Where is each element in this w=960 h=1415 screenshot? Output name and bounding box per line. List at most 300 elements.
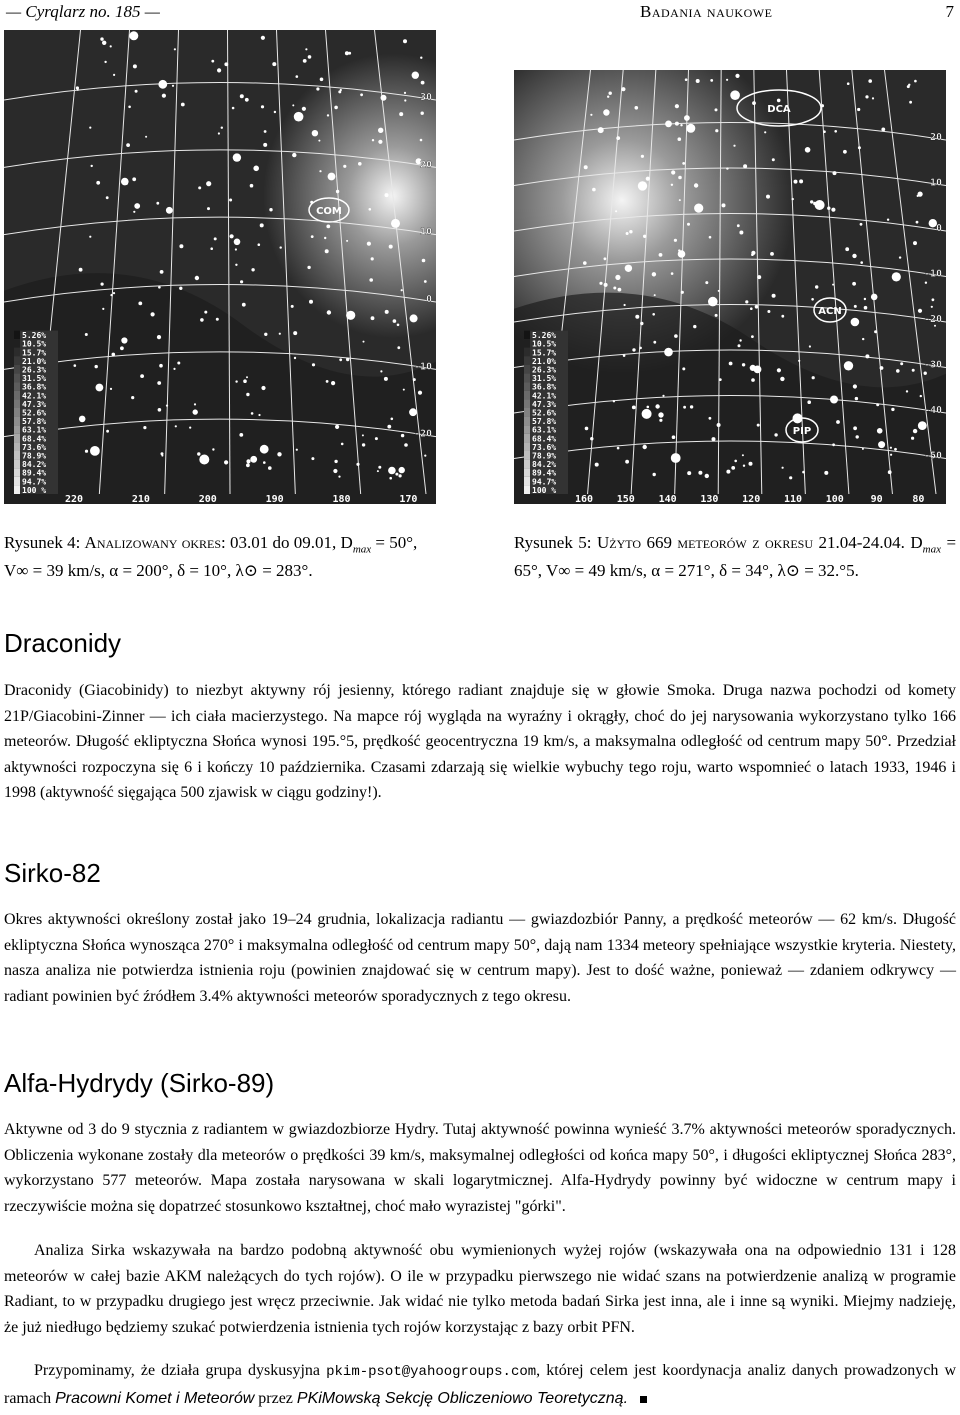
star-dot (789, 476, 792, 479)
star-dot (194, 403, 196, 405)
star-dot (333, 469, 337, 473)
legend-percent-label: 100 % (22, 485, 47, 495)
star-dot (385, 193, 389, 197)
star-dot (121, 337, 127, 343)
star-dot (675, 122, 679, 126)
star-dot (193, 409, 198, 414)
star-dot (326, 225, 330, 229)
declination-tick-label: -20 (413, 428, 432, 440)
legend-percent-label: 26.3% (22, 365, 47, 375)
star-dot (138, 302, 142, 306)
star-dot (89, 127, 91, 129)
star-dot (920, 395, 922, 397)
legend-percent-label: 73.6% (532, 442, 557, 452)
star-dot (327, 114, 329, 116)
star-dot (346, 311, 355, 320)
star-dot (672, 435, 676, 439)
star-dot (772, 158, 775, 161)
section-title-draconidy: Draconidy (4, 628, 122, 658)
star-dot (715, 108, 718, 111)
star-dot (389, 245, 393, 249)
star-dot (743, 164, 747, 168)
legend-percent-label: 57.8% (532, 417, 557, 427)
star-dot (698, 471, 702, 475)
star-dot (737, 224, 740, 227)
star-dot (749, 462, 753, 466)
shower-label: COM (316, 206, 342, 217)
star-dot (899, 256, 901, 258)
star-dot (751, 335, 754, 338)
star-dot (264, 130, 267, 133)
star-dot (269, 208, 272, 211)
star-dot (726, 470, 730, 474)
legend-percent-label: 42.1% (532, 391, 557, 401)
star-dot (316, 87, 319, 90)
legend-percent-label: 5.26% (22, 331, 47, 341)
star-dot (595, 463, 599, 467)
star-dot (730, 90, 740, 100)
star-dot (217, 68, 221, 72)
section-name: Badania naukowe (640, 2, 773, 21)
star-dot (643, 235, 646, 238)
declination-tick-label: 0 (935, 223, 942, 234)
legend-percent-label: 10.5% (532, 339, 557, 349)
star-dot (413, 378, 416, 381)
star-dot (106, 196, 109, 199)
star-dot (100, 37, 103, 40)
right-ascension-tick-label: 220 (64, 494, 84, 504)
legend-percent-label: 89.4% (532, 468, 557, 478)
star-dot (395, 473, 398, 476)
star-dot (302, 107, 306, 111)
star-dot (214, 237, 217, 240)
star-dot (305, 48, 307, 50)
star-dot (726, 79, 728, 81)
star-dot (389, 477, 392, 480)
star-dot (166, 405, 168, 407)
mailing-list-email: pkim-psot@yahoogroups.com (326, 1364, 537, 1380)
star-dot (343, 165, 346, 168)
star-dot (380, 370, 382, 372)
star-dot (876, 403, 879, 406)
star-dot (104, 61, 106, 63)
star-dot (110, 388, 112, 390)
closing-paragraph: Przypominamy, że działa grupa dyskusyjna pkim-psot@yahoogroups.com, której celem jest koordynacja analiz danych prowadzonych w ramach Pracowni Komet i Meteorów przez PKiMowską Sekcję Obliczeniowo Teoretyczną. (4, 1362, 957, 1407)
star-dot (292, 153, 296, 157)
star-dot (774, 433, 777, 436)
star-dot (615, 275, 620, 280)
star-dot (296, 449, 298, 451)
star-dot (792, 198, 794, 200)
star-dot (96, 181, 100, 185)
star-dot (85, 450, 88, 453)
star-dot (616, 136, 620, 140)
star-dot (671, 453, 681, 463)
star-dot (799, 179, 803, 183)
star-dot (371, 257, 374, 260)
star-dot (810, 200, 813, 203)
right-ascension-tick-label: 160 (574, 494, 594, 504)
star-dot (277, 452, 281, 456)
star-dot (671, 184, 673, 186)
star-dot (851, 318, 860, 327)
star-dot (609, 92, 612, 95)
star-dot (665, 121, 672, 128)
star-dot (250, 184, 254, 188)
declination-tick-label: 20 (419, 159, 432, 171)
star-dot (211, 60, 214, 63)
star-dot (292, 104, 294, 106)
star-dot (891, 408, 894, 411)
star-dot (135, 90, 138, 93)
star-dot (334, 106, 338, 110)
star-dot (679, 199, 681, 201)
star-dot (705, 281, 708, 284)
star-dot (250, 456, 257, 463)
star-dot (421, 81, 425, 85)
star-dot (206, 181, 211, 186)
star-dot (327, 310, 331, 314)
star-dot (671, 272, 674, 275)
star-dot (890, 447, 892, 449)
star-dot (831, 208, 835, 212)
star-dot (410, 314, 418, 322)
star-dot (847, 82, 850, 85)
star-dot (625, 265, 632, 272)
star-dot (399, 467, 405, 473)
star-dot (260, 223, 264, 227)
star-dot (129, 31, 138, 40)
star-dot (896, 369, 900, 373)
star-dot (900, 362, 903, 365)
declination-tick-label: 10 (929, 177, 942, 189)
figure-5-map-graphic (514, 70, 946, 504)
legend-percent-label: 68.4% (22, 434, 47, 444)
star-dot (871, 294, 878, 301)
declination-tick-label: -10 (413, 361, 432, 373)
figure-5-radiant-map (514, 70, 946, 504)
star-dot (692, 127, 695, 130)
star-dot (604, 257, 607, 260)
star-dot (362, 434, 364, 436)
star-dot (742, 363, 745, 366)
right-ascension-tick-label: 190 (265, 494, 284, 504)
right-ascension-tick-label: 200 (198, 494, 217, 504)
star-dot (659, 419, 662, 422)
star-dot (424, 280, 427, 283)
star-dot (372, 139, 374, 141)
declination-tick-label: -10 (923, 268, 942, 280)
star-dot (755, 305, 759, 309)
star-dot (715, 129, 718, 132)
star-dot (175, 425, 177, 427)
figure-4-caption: Rysunek 4: Analizowany okres: 03.01 do 09.01, $D_{max} = 50^\circ$, V∞ = 39 km/s, α = 200°, δ = 10°, λ⊙ = 283°. (4, 533, 418, 581)
legend-percent-label: 36.8% (22, 382, 47, 392)
star-dot (79, 416, 86, 423)
star-dot (140, 374, 144, 378)
star-dot (311, 457, 314, 460)
star-dot (865, 354, 869, 358)
declination-tick-label: -30 (923, 359, 942, 371)
star-dot (339, 358, 342, 361)
star-dot (274, 111, 276, 113)
star-dot (757, 275, 761, 279)
star-dot (757, 424, 760, 427)
right-ascension-tick-label: 210 (131, 494, 150, 504)
star-dot (397, 324, 400, 327)
star-dot (421, 112, 424, 115)
star-dot (862, 338, 864, 340)
star-dot (853, 384, 857, 388)
star-dot (159, 364, 163, 368)
star-dot (320, 78, 324, 82)
section-title-alfa-hydrydy: Alfa-Hydrydy (Sirko-89) (4, 1068, 275, 1098)
legend-percent-label: 26.3% (532, 365, 557, 375)
star-dot (734, 460, 737, 463)
legend-percent-label: 52.6% (532, 408, 557, 418)
star-dot (401, 434, 404, 437)
star-dot (860, 261, 863, 264)
star-dot (280, 246, 282, 248)
star-dot (745, 300, 748, 303)
star-dot (133, 64, 137, 68)
star-dot (726, 167, 728, 169)
star-dot (246, 376, 248, 378)
page-number: 7 (945, 2, 954, 21)
star-dot (815, 200, 825, 210)
star-dot (235, 248, 237, 250)
star-dot (685, 78, 688, 81)
star-dot (635, 315, 639, 319)
star-dot (626, 232, 629, 235)
star-dot (834, 130, 837, 133)
star-dot (623, 354, 626, 357)
legend-percent-label: 10.5% (22, 339, 47, 349)
star-dot (181, 103, 185, 107)
star-dot (824, 471, 828, 475)
star-dot (166, 207, 173, 214)
star-dot (709, 417, 712, 420)
star-dot (777, 99, 781, 103)
star-dot (240, 94, 244, 98)
star-dot (836, 420, 840, 424)
star-dot (319, 170, 321, 172)
legend-percent-label: 15.7% (22, 348, 47, 358)
alfa-hydrydy-paragraph-1: Aktywne od 3 do 9 stycznia z radiantem w gwiazdozbiorze Hydry. Tutaj aktywność powinna wynieść 3.7% aktywności meteorów sporadycznych. Obliczenia wykonane zostały dla meteorów o prędkości 39 km/s, maksymalnej odległości od końca mapy 50°, i długości ekliptycznej Słońca 283°, wykorzystano 577 meteorów. Mapa została narysowana w skali logarytmicznej. Alfa-Hydrydy powinny być widoczne w centrum mapy i rzeczywiście można się dopatrzeć stosunkowo kształtnej, choć mało wyrazistej "górki". (4, 1121, 956, 1215)
star-dot (251, 412, 254, 415)
legend-percent-label: 89.4% (22, 468, 47, 478)
star-dot (360, 93, 363, 96)
star-dot (362, 443, 365, 446)
star-dot (369, 278, 373, 282)
shower-label: ACN (818, 306, 842, 317)
star-dot (640, 322, 643, 325)
star-dot (682, 367, 685, 370)
star-dot (678, 249, 680, 251)
legend-percent-label: 94.7% (532, 477, 557, 487)
star-dot (128, 106, 131, 109)
star-dot (687, 471, 691, 475)
star-dot (132, 177, 136, 181)
star-dot (772, 294, 776, 298)
star-dot (341, 443, 344, 446)
star-dot (603, 109, 609, 115)
star-dot (260, 445, 269, 454)
star-dot (913, 429, 917, 433)
star-dot (794, 180, 798, 184)
star-dot (681, 291, 684, 294)
star-dot (777, 368, 781, 372)
right-ascension-tick-label: 170 (399, 494, 418, 504)
star-dot (632, 348, 635, 351)
star-dot (79, 268, 83, 272)
star-dot (378, 128, 383, 133)
star-dot (356, 463, 359, 466)
star-dot (358, 162, 362, 166)
star-dot (888, 470, 892, 474)
legend-percent-label: 5.26% (532, 331, 557, 341)
right-ascension-tick-label: 80 (912, 494, 925, 504)
star-dot (868, 79, 872, 83)
star-dot (156, 202, 159, 205)
star-dot (229, 199, 232, 202)
star-dot (242, 303, 246, 307)
legend-percent-label: 31.5% (22, 374, 47, 384)
star-dot (90, 446, 100, 456)
star-dot (632, 406, 636, 410)
star-dot (74, 364, 77, 367)
star-dot (399, 474, 402, 477)
star-dot (865, 95, 868, 98)
density-legend (524, 331, 568, 495)
shower-label: PIP (792, 426, 812, 437)
star-dot (914, 80, 917, 83)
star-dot (887, 219, 889, 221)
star-dot (652, 272, 656, 276)
star-dot (378, 140, 382, 144)
star-dot (906, 390, 908, 392)
star-dot (418, 391, 422, 395)
star-dot (717, 423, 721, 427)
star-dot (172, 85, 174, 87)
legend-percent-label: 63.1% (22, 425, 47, 435)
star-dot (635, 106, 639, 110)
star-dot (678, 137, 682, 141)
star-dot (694, 183, 698, 187)
star-dot (812, 376, 815, 379)
star-dot (827, 207, 830, 210)
star-dot (197, 452, 200, 455)
star-dot (647, 406, 650, 409)
declination-tick-label: 0 (425, 294, 432, 305)
right-ascension-tick-label: 100 (825, 494, 844, 504)
legend-percent-label: 84.2% (532, 460, 557, 470)
star-dot (121, 178, 129, 186)
star-dot (807, 400, 811, 404)
star-dot (234, 239, 241, 246)
star-dot (263, 461, 266, 464)
star-dot (583, 261, 587, 265)
star-dot (590, 437, 593, 440)
star-dot (258, 243, 261, 246)
star-dot (705, 474, 709, 478)
star-dot (199, 455, 209, 465)
star-dot (832, 443, 835, 446)
star-dot (733, 145, 735, 147)
right-ascension-tick-label: 150 (616, 494, 635, 504)
star-dot (696, 79, 700, 83)
star-dot (908, 84, 910, 86)
star-dot (240, 280, 243, 283)
star-dot (331, 381, 335, 385)
star-dot (232, 107, 235, 110)
star-dot (296, 75, 299, 78)
star-dot (662, 395, 664, 397)
star-dot (590, 114, 592, 116)
star-dot (293, 331, 297, 335)
figure-5-caption: Rysunek 5: Użyto 669 meteorów z okresu 21.04-24.04. $D_{max} = 65^\circ$, V∞ = 49 km/s, α = 271°, δ = 34°, λ⊙ = 32.°5. (514, 533, 957, 581)
legend-percent-label: 100 % (532, 485, 557, 495)
star-dot (823, 130, 826, 133)
star-dot (664, 348, 673, 357)
star-dot (375, 437, 378, 440)
star-dot (918, 309, 922, 313)
star-dot (918, 192, 923, 197)
star-dot (224, 62, 228, 66)
star-dot (877, 428, 883, 434)
star-dot (894, 448, 897, 451)
star-dot (243, 379, 247, 383)
star-dot (388, 467, 396, 475)
star-dot (751, 253, 754, 256)
star-dot (739, 231, 743, 235)
star-dot (207, 207, 210, 210)
star-dot (218, 132, 220, 134)
star-dot (912, 369, 915, 372)
star-dot (261, 386, 265, 390)
star-dot (335, 425, 339, 429)
star-dot (710, 79, 713, 82)
star-dot (102, 308, 104, 310)
star-dot (629, 230, 632, 233)
star-dot (671, 170, 675, 174)
legend-percent-label: 84.2% (22, 460, 47, 470)
star-dot (750, 365, 756, 371)
star-dot (864, 298, 866, 300)
star-dot (158, 408, 162, 412)
star-dot (404, 92, 406, 94)
star-dot (832, 284, 834, 286)
star-dot (324, 237, 326, 239)
star-dot (715, 314, 718, 317)
sirko-82-paragraph: Okres aktywności określony został jako 19–24 grudnia, lokalizacja radiantu — gwiazdozbiór Panny, a prędkość meteorów — 62 km/s. Długość ekliptyczna Słońca wynosząca 270° i maksymalna odległość od centrum mapy 50°, dają nam 1334 meteory spełniające wszystkie kryteria. Niestety, nasza analiza nie potwierdza istnienia roju (powinien znajdować się w centrum mapy). Jest to dość ważne, ponieważ — zdaniem odkrywcy — radiant powinien być źródłem 3.4% aktywności meteorów sporadycznych z tego okresu. (4, 911, 956, 1005)
star-dot (312, 363, 315, 366)
star-dot (719, 378, 722, 381)
star-dot (890, 454, 892, 456)
star-dot (767, 310, 770, 313)
right-ascension-tick-label: 110 (783, 494, 803, 504)
star-dot (210, 247, 213, 250)
star-dot (308, 55, 312, 59)
star-dot (367, 242, 371, 246)
star-dot (722, 203, 726, 207)
star-dot (233, 153, 241, 161)
star-dot (404, 99, 406, 101)
star-dot (385, 310, 389, 314)
star-dot (911, 437, 914, 440)
star-dot (802, 471, 805, 474)
star-dot (854, 305, 857, 308)
